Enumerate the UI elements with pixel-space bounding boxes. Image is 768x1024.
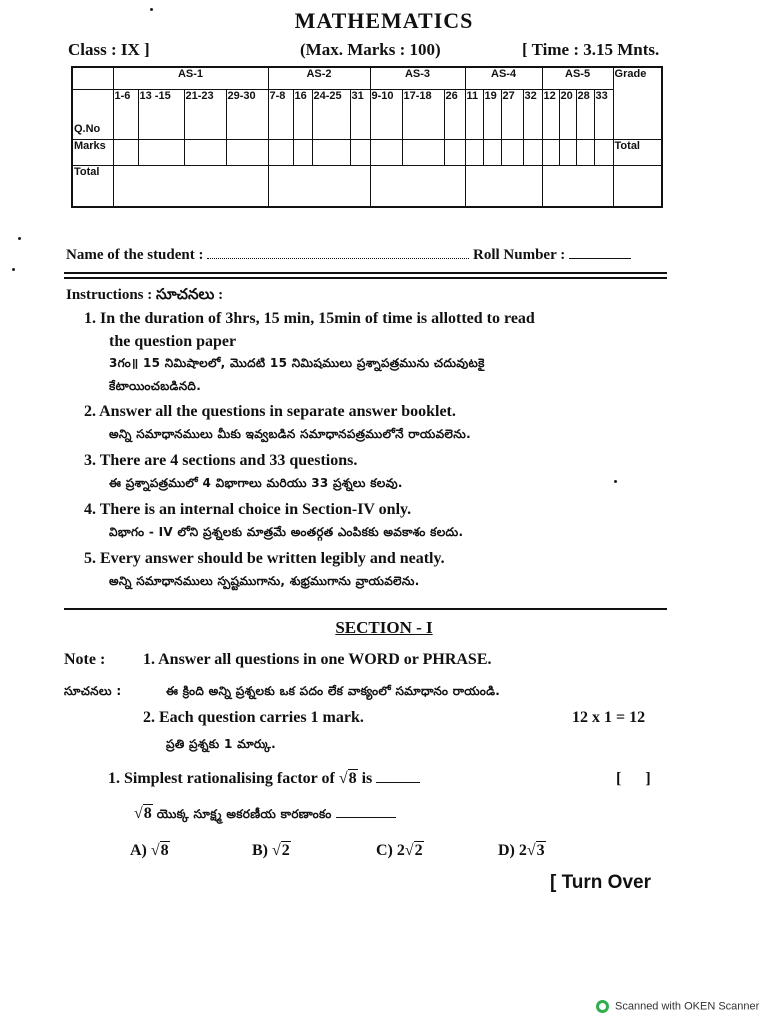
question-number: 1. xyxy=(108,770,120,787)
instruction-item xyxy=(84,310,674,333)
qno-cell: 28 xyxy=(576,89,594,139)
qno-cell: 17-18 xyxy=(402,89,444,139)
grade-header: Grade xyxy=(613,67,662,139)
instruction-item xyxy=(84,550,674,574)
option-d[interactable] xyxy=(498,842,546,860)
note-2-telugu: ప్రతి ప్రశ్నకు 1 మార్కు. xyxy=(166,737,276,751)
qno-cell: 20 xyxy=(559,89,576,139)
radicand: 3 xyxy=(536,842,545,859)
option-label: C) xyxy=(376,842,393,859)
option-label: B) xyxy=(252,842,268,859)
scanner-logo-icon xyxy=(596,1000,609,1013)
page-title: MATHEMATICS xyxy=(294,8,474,33)
scan-speck xyxy=(150,8,153,11)
question-1-telugu xyxy=(134,805,396,824)
as-2-total-cell xyxy=(268,165,370,207)
student-name-field[interactable] xyxy=(207,258,469,259)
as-1-total-cell xyxy=(113,165,268,207)
qno-cell: 24-25 xyxy=(312,89,350,139)
question-1 xyxy=(108,770,420,788)
qno-cell: 33 xyxy=(594,89,613,139)
instruction-text: In the duration of 3hrs, 15 min, 15min of time is allotted to read xyxy=(100,310,535,327)
radicand: 8 xyxy=(348,770,357,787)
as-4-header: AS-4 xyxy=(465,67,542,89)
qno-cell: 13 -15 xyxy=(138,89,184,139)
as-2-header: AS-2 xyxy=(268,67,370,89)
qno-cell: 9-10 xyxy=(370,89,402,139)
as-3-header: AS-3 xyxy=(370,67,465,89)
instruction-text: There are 4 sections and 33 questions. xyxy=(99,452,358,469)
qno-cell: 16 xyxy=(293,89,312,139)
student-row xyxy=(66,247,631,264)
instructions-heading: Instructions : సూచనలు : xyxy=(66,287,224,303)
grand-total-cell xyxy=(613,165,662,207)
option-label: A) xyxy=(130,842,147,859)
instruction-number: 2. xyxy=(84,403,96,420)
question-text-suffix: is xyxy=(361,770,373,787)
scanner-text: Scanned with OKEN Scanner xyxy=(615,1000,760,1013)
qno-cell: 21-23 xyxy=(184,89,226,139)
divider xyxy=(64,277,667,279)
marks-formula: 12 x 1 = 12 xyxy=(572,709,646,726)
qno-cell: 1-6 xyxy=(113,89,138,139)
option-coefficient: 2 xyxy=(396,842,405,859)
instruction-telugu: ఈ ప్రశ్నాపత్రములో 4 విభాగాలు మరియు 33 ప్రశ్నలు కలవు. xyxy=(109,476,403,490)
instruction-list xyxy=(84,310,674,598)
divider xyxy=(64,608,667,610)
qno-cell: 11 xyxy=(465,89,483,139)
instruction-telugu: విభాగం - IV లోని ప్రశ్నలకు మాత్రమే అంతర్గత ఎంపికకు అవకాశం కలదు. xyxy=(109,525,464,539)
option-c[interactable] xyxy=(376,842,424,860)
option-label: D) xyxy=(498,842,515,859)
option-b[interactable] xyxy=(252,842,291,860)
radicand: 2 xyxy=(281,842,290,859)
instruction-number: 3. xyxy=(84,452,96,469)
qno-cell: 12 xyxy=(542,89,559,139)
blank-corner-cell xyxy=(72,67,113,89)
scan-speck xyxy=(12,268,15,271)
instruction-item xyxy=(84,452,674,476)
instruction-telugu-cont: కేటాయించబడినది. xyxy=(109,379,202,393)
qno-cell: 19 xyxy=(483,89,501,139)
note-1-telugu: ఈ క్రింది అన్ని ప్రశ్నలకు ఒక పదం లేక వాక్యంలో సమాధానం రాయండి. xyxy=(166,684,501,698)
qno-cell: 31 xyxy=(350,89,370,139)
sqrt-expression: √2 xyxy=(272,842,290,859)
answer-bracket[interactable]: [ ] xyxy=(616,770,651,787)
answer-blank[interactable] xyxy=(336,817,396,818)
radicand: 8 xyxy=(143,805,152,822)
turn-over-label: [ Turn Over xyxy=(550,872,651,893)
sqrt-expression: √8 xyxy=(338,770,357,787)
note-1: 1. Answer all questions in one WORD or PHRASE. xyxy=(143,651,492,668)
qno-cell: 7-8 xyxy=(268,89,293,139)
roll-number-field[interactable] xyxy=(569,258,631,259)
telugu-text: యొక్క సూక్ష్మ అకరణీయ కారణాంకం xyxy=(156,807,332,821)
divider xyxy=(64,272,667,274)
qno-cell: 32 xyxy=(523,89,542,139)
qno-cell: 29-30 xyxy=(226,89,268,139)
qno-cell: 26 xyxy=(444,89,465,139)
section-title: SECTION - I xyxy=(335,618,433,637)
time-label: [ Time : 3.15 Mnts. xyxy=(522,40,660,59)
scan-speck xyxy=(18,237,21,240)
instruction-telugu: అన్ని సమాధానములు మీకు ఇవ్వబడిన సమాధానపత్రములోనే రాయవలెను. xyxy=(109,427,471,441)
marks-label: Marks xyxy=(72,139,113,165)
qno-cell: 27 xyxy=(501,89,523,139)
instruction-number: 4. xyxy=(84,501,96,518)
roll-number-label: Roll Number : xyxy=(472,247,566,263)
instruction-item xyxy=(84,501,674,525)
instruction-number: 5. xyxy=(84,550,96,567)
instruction-telugu: 3గం॥ 15 నిమిషాలలో, మొదటి 15 నిమిషములు ప్రశ్నాపత్రమును చదువుటకై xyxy=(109,356,485,370)
instruction-text: Every answer should be written legibly and neatly. xyxy=(100,550,445,567)
radicand: 8 xyxy=(160,842,169,859)
as-5-header: AS-5 xyxy=(542,67,613,89)
option-coefficient: 2 xyxy=(518,842,527,859)
suchanalu-label: సూచనలు : xyxy=(64,684,122,698)
as-3-total-cell xyxy=(370,165,465,207)
as-4-total-cell xyxy=(465,165,542,207)
total-label: Total xyxy=(72,165,113,207)
answer-blank[interactable] xyxy=(376,782,420,783)
as-1-header: AS-1 xyxy=(113,67,268,89)
note-2: 2. Each question carries 1 mark. xyxy=(143,709,364,726)
option-a[interactable] xyxy=(130,842,170,860)
scanner-watermark xyxy=(596,1000,759,1013)
sqrt-expression: √8 xyxy=(134,805,152,822)
marks-table xyxy=(71,66,663,208)
instruction-text: There is an internal choice in Section-IV only. xyxy=(99,501,412,518)
total-right-label: Total xyxy=(613,139,662,165)
class-label: Class : IX ] xyxy=(68,40,150,59)
instruction-number: 1. xyxy=(84,310,96,327)
qno-label: Q.No xyxy=(72,89,113,139)
instruction-item xyxy=(84,403,674,427)
scan-speck xyxy=(614,480,617,483)
student-name-label: Name of the student : xyxy=(66,247,204,263)
sqrt-expression: √8 xyxy=(150,842,169,859)
as-5-total-cell xyxy=(542,165,613,207)
sqrt-expression: √2 xyxy=(404,842,423,859)
note-label: Note : xyxy=(64,651,106,668)
instruction-text-cont: the question paper xyxy=(109,333,237,350)
question-text: Simplest rationalising factor of xyxy=(124,770,335,787)
instruction-text: Answer all the questions in separate answer booklet. xyxy=(99,403,456,420)
radicand: 2 xyxy=(414,842,423,859)
instruction-telugu: అన్ని సమాధానములు స్పష్టముగాను, శుభ్రముగాను వ్రాయవలెను. xyxy=(109,574,420,588)
max-marks-label: (Max. Marks : 100) xyxy=(300,40,441,59)
sqrt-expression: √3 xyxy=(526,842,545,859)
